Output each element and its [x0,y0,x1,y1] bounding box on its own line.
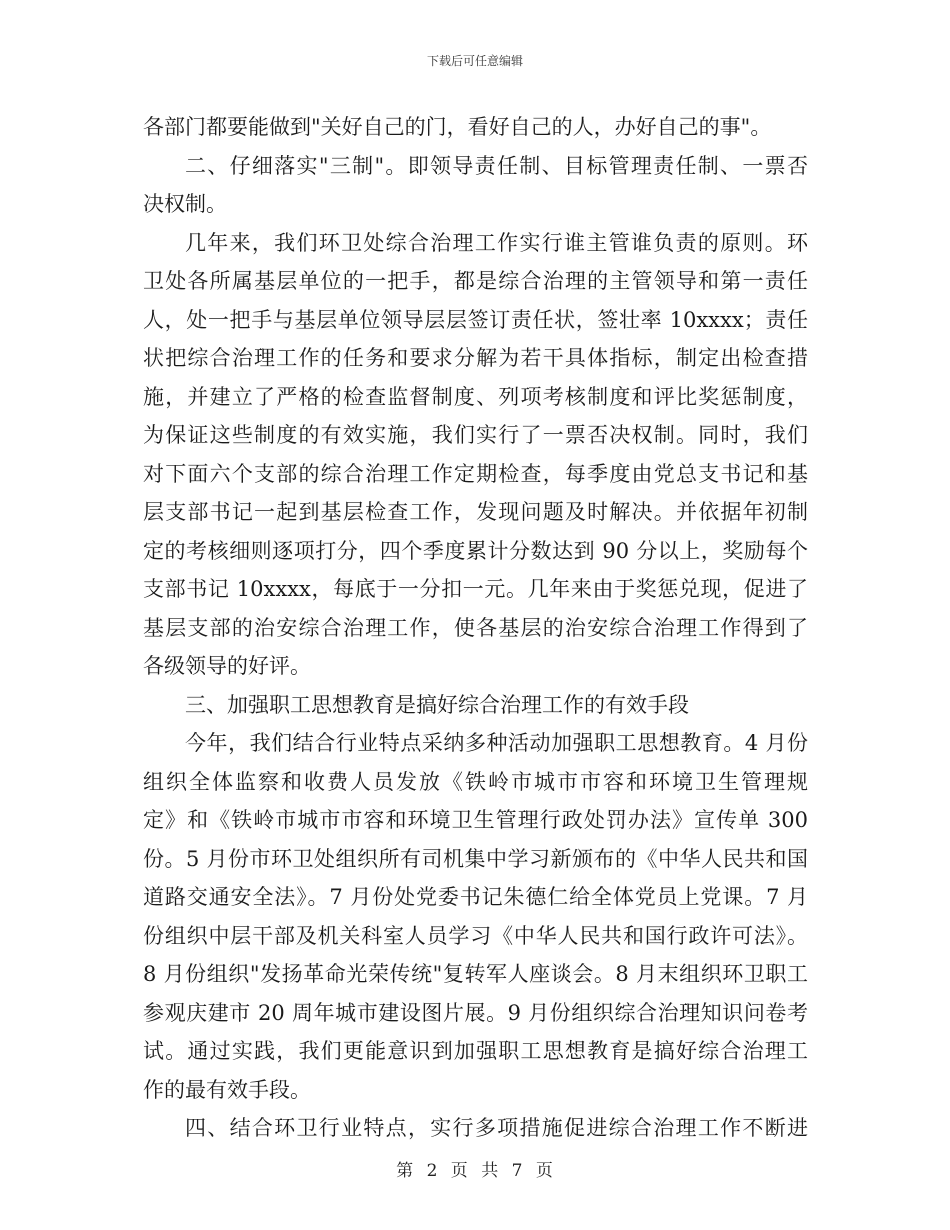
text-line: 份。5 月份市环卫处组织所有司机集中学习新颁布的《中华人民共和国 [143,846,808,871]
text-line: 份组织中层干部及机关科室人员学习《中华人民共和国行政许可法》。 [143,923,808,948]
text-line: 状把综合治理工作的任务和要求分解为若干具体指标，制定出检查措 [143,346,808,370]
text-line: 四、结合环卫行业特点，实行多项措施促进综合治理工作不断进 [185,1116,808,1140]
text-line: 参观庆建市 20 周年城市建设图片展。9 月份组织综合治理知识问卷考 [143,1000,808,1025]
text-line: 为保证这些制度的有效实施，我们实行了一票否决权制。同时，我们 [143,423,808,447]
text-line: 三、加强职工思想教育是搞好综合治理工作的有效手段 [185,692,689,717]
text-line: 基层支部的治安综合治理工作，使各基层的治安综合治理工作得到了 [143,615,808,640]
text-line: 几年来，我们环卫处综合治理工作实行谁主管谁负责的原则。环 [185,230,808,255]
text-line: 二、仔细落实"三制"。即领导责任制、目标管理责任制、一票否 [185,153,808,178]
text-line: 决权制。 [143,192,227,216]
text-line: 作的最有效手段。 [143,1077,311,1102]
page-header: 下载后可任意编辑 [426,54,523,68]
text-line: 组织全体监察和收费人员发放《铁岭市城市市容和环境卫生管理规 [143,769,808,794]
text-line: 人，处一把手与基层单位领导层层签订责任状，签壮率 10xxxx；责任 [143,307,808,332]
text-line: 支部书记 10xxxx，每底于一分扣一元。几年来由于奖惩兑现，促进了 [143,577,808,601]
text-line: 施，并建立了严格的检查监督制度、列项考核制度和评比奖惩制度， [143,384,808,409]
text-line: 道路交通安全法》。7 月份处党委书记朱德仁给全体党员上党课。7 月 [143,885,808,909]
page-footer: 第 2 页 共 7 页 [396,1161,554,1181]
text-line: 各级领导的好评。 [143,654,311,678]
text-line: 卫处各所属基层单位的一把手，都是综合治理的主管领导和第一责任 [143,269,808,293]
text-line: 8 月份组织"发扬革命光荣传统"复转军人座谈会。8 月末组织环卫职工 [143,962,808,986]
text-line: 试。通过实践，我们更能意识到加强职工思想教育是搞好综合治理工 [143,1039,808,1063]
text-line: 各部门都要能做到"关好自己的门，看好自己的人，办好自己的事"。 [143,115,772,139]
text-line: 定的考核细则逐项打分，四个季度累计分数达到 90 分以上，奖励每个 [143,538,808,563]
text-line: 对下面六个支部的综合治理工作定期检查，每季度由党总支书记和基 [143,461,808,486]
text-line: 定》和《铁岭市城市市容和环境卫生管理行政处罚办法》宣传单 300 [143,808,808,832]
text-line: 今年，我们结合行业特点采纳多种活动加强职工思想教育。4 月份 [185,731,808,755]
document-body [143,108,808,1148]
text-line: 层支部书记一起到基层检查工作，发现问题及时解决。并依据年初制 [143,500,808,524]
